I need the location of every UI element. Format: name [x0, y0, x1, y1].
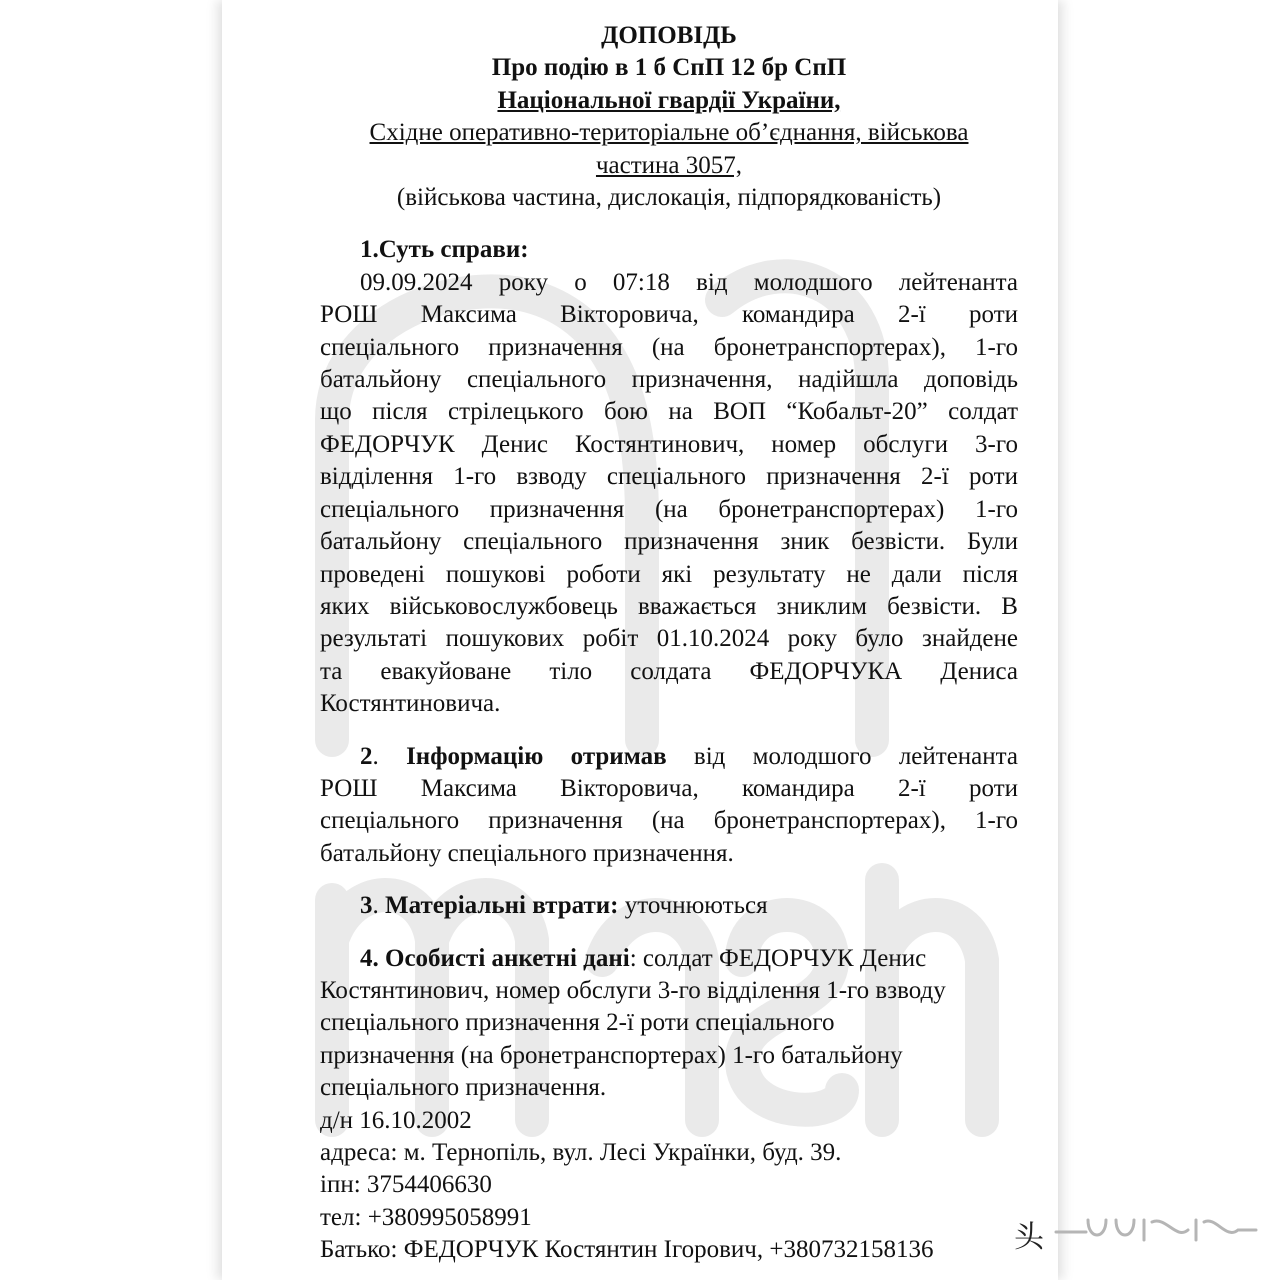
organization-name: Національної гвардії України, — [497, 86, 841, 114]
section-4-line: спеціального призначення. — [320, 1074, 607, 1102]
section-3-dot: . — [372, 892, 385, 920]
unit-line-1: Східне оперативно-територіальне об’єднання, військова — [369, 119, 969, 147]
section-1-line: відділення 1-го взводу спеціального призначення 2-ї роти — [320, 463, 1018, 491]
section-4-body — [320, 943, 1018, 1267]
section-3-text: уточнюються — [618, 892, 768, 920]
signature-mark — [1016, 1210, 1266, 1250]
section-2-line: батальйону спеціального призначення. — [320, 839, 734, 867]
signature-glyph: 头 — [1014, 1220, 1044, 1255]
section-4-line: призначення (на бронетранспортерах) 1-го батальйону — [320, 1041, 903, 1069]
document-subtitle: Про подію в 1 б СпП 12 бр СпП — [491, 54, 847, 82]
section-4-line: Костянтинович, номер обслуги 3-го відділення 1-го взводу — [320, 976, 946, 1004]
section-4-line: спеціального призначення 2-ї роти спеціального — [320, 1009, 835, 1037]
section-2-number: 2 — [360, 742, 373, 770]
section-1-body — [320, 267, 1018, 721]
section-4-first-rest: : солдат ФЕДОРЧУК Денис — [629, 944, 927, 972]
section-2-first-rest: від молодшого лейтенанта — [666, 742, 1018, 770]
address: адреса: м. Тернопіль, вул. Лесі Українки, буд. 39. — [320, 1139, 842, 1166]
section-2-body — [320, 741, 1018, 871]
section-1-line: Костянтиновича. — [320, 690, 501, 718]
section-1-line: результаті пошукових робіт 01.10.2024 року було знайдене — [320, 625, 1018, 653]
section-3-heading: Матеріальні втрати: — [385, 892, 619, 920]
section-1-line: проведені пошукові роботи які результату не дали після — [320, 560, 1018, 588]
section-4-heading: 4. Особисті анкетні дані — [360, 944, 630, 972]
section-1-line: 09.09.2024 року о 07:18 від молодшого лейтенанта — [360, 268, 1018, 296]
section-2-first-line — [320, 741, 1018, 773]
section-3-line — [320, 890, 1018, 922]
document-title: ДОПОВІДЬ — [601, 22, 737, 49]
section-1-line: спеціального призначення (на бронетранспортерах), 1-го — [320, 333, 1018, 361]
tax-id: іпн: 3754406630 — [320, 1171, 492, 1199]
spacer — [320, 214, 1018, 234]
section-1-heading: 1.Суть справи: — [360, 236, 529, 264]
unit-line-2: частина 3057, — [595, 151, 743, 179]
section-2-line: спеціального призначення (на бронетранспортерах), 1-го — [320, 807, 1018, 835]
spacer — [320, 923, 1018, 943]
section-1-line: РОШ Максима Вікторовича, командира 2-ї роти — [320, 301, 1018, 329]
section-1-line: батальйону спеціального призначення зник безвісти. Були — [320, 528, 1018, 556]
section-1-line: що після стрілецького бою на ВОП “Кобальт-20” солдат — [320, 398, 1018, 426]
section-2-dot: . — [372, 742, 407, 770]
phone: тел: +380995058991 — [320, 1203, 532, 1231]
section-2-heading: Інформацію отримав — [406, 742, 667, 770]
father-info: Батько: ФЕДОРЧУК Костянтин Ігорович, +380732158136 — [320, 1236, 934, 1264]
section-1-line: яких військовослужбовець вважається зниклим безвісти. В — [320, 592, 1018, 620]
section-2-line: РОШ Максима Вікторовича, командира 2-ї роти — [320, 774, 1018, 802]
spacer — [320, 870, 1018, 890]
report-body — [320, 20, 1018, 1267]
section-1-line: батальйону спеціального призначення, надійшла доповідь — [320, 366, 1018, 394]
section-1-line: спеціального призначення (на бронетранспортерах) 1-го — [320, 495, 1018, 523]
spacer — [320, 721, 1018, 741]
section-1-line: ФЕДОРЧУК Денис Костянтинович, номер обслуги 3-го — [320, 430, 1018, 458]
birth-date: д/н 16.10.2002 — [320, 1106, 472, 1134]
unit-hint: (військова частина, дислокація, підпорядкованість) — [396, 184, 942, 212]
section-1-line: та евакуйоване тіло солдата ФЕДОРЧУКА Дениса — [320, 657, 1018, 685]
section-4-first-line — [320, 943, 1018, 975]
section-3-number: 3 — [360, 892, 373, 920]
